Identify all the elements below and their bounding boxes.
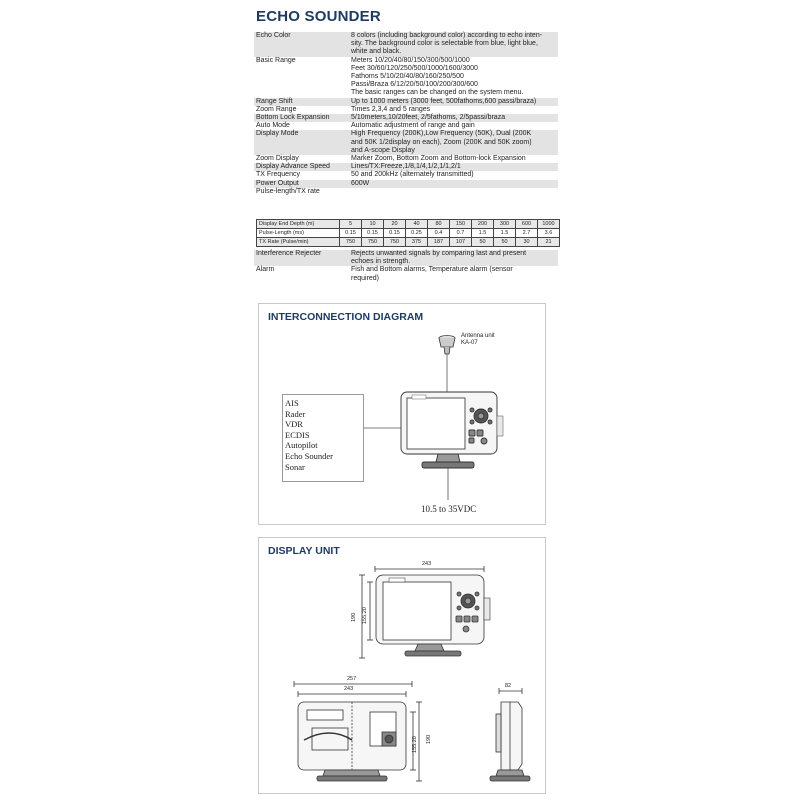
pulse-table-cell: 200 [472, 220, 494, 229]
pulse-table-cell: 1000 [538, 220, 560, 229]
display-unit-title: DISPLAY UNIT [268, 545, 340, 557]
spec-value-line: Automatic adjustment of range and gain [351, 122, 475, 130]
spec-key: Auto Mode [256, 122, 290, 130]
device-item: Autopilot [285, 440, 318, 451]
device-item: AIS [285, 398, 299, 408]
page-title: ECHO SOUNDER [256, 8, 381, 25]
spec-key: Interference Rejecter [256, 250, 322, 257]
spec-key: Display Mode [256, 130, 299, 138]
spec-value-line: 5/10meters,10/20feet, 2/5fathoms, 2/5passi/braza [351, 114, 506, 122]
pulse-table-cell: 107 [450, 238, 472, 247]
pulse-table-cell: 187 [428, 238, 450, 247]
du-side-view [490, 688, 530, 781]
antenna-unit-drawing [439, 336, 455, 355]
spec-value-line: required) [351, 274, 380, 282]
pulse-table-cell: 50 [472, 238, 494, 247]
pulse-table-cell: 50 [494, 238, 516, 247]
spec-value-line: and A-scope Display [351, 146, 415, 154]
spec-value-line: 600W [351, 179, 370, 187]
spec-value-line: Fathoms 5/10/20/40/80/160/250/500 [351, 73, 464, 81]
spec-value-line: 50 and 200kHz (alternately transmitted) [351, 171, 474, 179]
spec-value-line: echoes in strength. [351, 258, 411, 266]
dim-rear-height-inner: 155.20 [412, 736, 418, 753]
spec-value-line: Feet 30/60/120/250/500/1000/1600/3000 [351, 64, 478, 72]
spec-value-line: Passi/Braza 6/12/20/50/100/200/300/600 [351, 81, 478, 89]
pulse-table-row-label: Display End Depth (m) [257, 220, 340, 229]
pulse-table-cell: 10 [362, 220, 384, 229]
pulse-table-row-label: TX Rate (Pulse/min) [257, 238, 340, 247]
device-item: Echo Sounder [285, 450, 333, 461]
dim-front-height-inner: 155.20 [362, 607, 368, 624]
dim-side-depth: 82 [505, 683, 512, 689]
dim-rear-height-outer: 190 [426, 734, 432, 744]
pulse-table-cell: 0.25 [406, 229, 428, 238]
device-list [282, 394, 364, 482]
device-item: VDR [285, 419, 303, 430]
spec-key: Pulse-length/TX rate [256, 187, 320, 195]
spec-key: Echo Color [256, 32, 291, 39]
pulse-table-cell: 0.15 [340, 229, 362, 238]
spec-key: Bottom Lock Expansion [256, 114, 330, 122]
power-label: 10.5 to 35VDC [421, 504, 477, 514]
spec-key: TX Frequency [256, 171, 300, 179]
pulse-table-cell: 600 [516, 220, 538, 229]
pulse-table-cell: 2.7 [516, 229, 538, 238]
antenna-label-line2: KA-07 [461, 339, 478, 346]
du-front-view [359, 566, 490, 658]
pulse-table-cell: 80 [428, 220, 450, 229]
spec-key: Alarm [256, 266, 275, 274]
du-rear-view [294, 681, 422, 781]
spec-key: Display Advance Speed [256, 163, 330, 171]
pulse-table-cell: 40 [406, 220, 428, 229]
pulse-table-cell: 3.6 [538, 229, 560, 238]
spec-key: Basic Range [256, 56, 296, 64]
device-item: Rader [285, 408, 306, 419]
pulse-table-cell: 375 [406, 238, 428, 247]
device-item: Sonar [285, 461, 305, 472]
pulse-table-cell: 5 [340, 220, 362, 229]
spec-key: Zoom Display [256, 155, 299, 163]
spec-value-line: The basic ranges can be changed on the system menu. [351, 89, 524, 97]
spec-value-line: white and black. [351, 48, 402, 56]
spec-value-line: Lines/TX:Freeze,1/8,1/4,1/2,1/1,2/1 [351, 163, 461, 171]
pulse-table-cell: 0.15 [384, 229, 406, 238]
spec-value-line: Marker Zoom, Bottom Zoom and Bottom-lock Expansion [351, 155, 526, 163]
pulse-table-cell: 30 [516, 238, 538, 247]
pulse-table-cell: 750 [362, 238, 384, 247]
pulse-table-cell: 1.5 [472, 229, 494, 238]
dim-front-width: 243 [422, 561, 432, 567]
pulse-table-cell: 1.5 [494, 229, 516, 238]
display-unit-front [401, 392, 503, 468]
antenna-label-line1: Antenna unit [461, 333, 495, 339]
pulse-table-cell: 150 [450, 220, 472, 229]
spec-key: Zoom Range [256, 105, 297, 113]
spec-value-line: High Frequency (200K),Low Frequency (50K), Dual (200K [351, 130, 532, 138]
spec-value-line: Rejects unwanted signals by comparing last and present [351, 250, 527, 257]
pulse-table-cell: 21 [538, 238, 560, 247]
pulse-table-cell: 20 [384, 220, 406, 229]
pulse-table-cell: 300 [494, 220, 516, 229]
spec-value-line: sity. The background color is selectable from blue, light blue, [351, 40, 538, 48]
spec-key: Power Output [256, 179, 299, 187]
spec-value-line: 8 colors (including background color) according to echo inten- [351, 32, 543, 39]
spec-value-line: Meters 10/20/40/80/150/300/500/1000 [351, 56, 470, 64]
spec-value-line: and 50K 1/2display on each), Zoom (200K and 50K zoom) [351, 138, 532, 146]
device-item: ECDIS [285, 429, 310, 440]
interconnection-title: INTERCONNECTION DIAGRAM [268, 311, 424, 323]
pulse-table-row-label: Pulse-Length (ms) [257, 229, 340, 238]
dim-rear-inner-width: 243 [344, 686, 354, 692]
pulse-table-cell: 750 [340, 238, 362, 247]
dim-front-height-outer: 190 [351, 612, 357, 622]
dim-rear-outer-width: 257 [347, 676, 357, 682]
antenna-label [461, 333, 495, 346]
spec-value-line: Fish and Bottom alarms, Temperature alarm (sensor [351, 266, 513, 274]
pulse-table-cell: 750 [384, 238, 406, 247]
spec-key: Range Shift [256, 97, 293, 105]
spec-value-line: Up to 1000 meters (3000 feet, 500fathoms,600 passi/braza) [351, 97, 537, 105]
pulse-table-cell: 0.15 [362, 229, 384, 238]
pulse-table-cell: 0.4 [428, 229, 450, 238]
spec-value-line: Times 2,3,4 and 5 ranges [351, 105, 431, 113]
pulse-table-cell: 0.7 [450, 229, 472, 238]
